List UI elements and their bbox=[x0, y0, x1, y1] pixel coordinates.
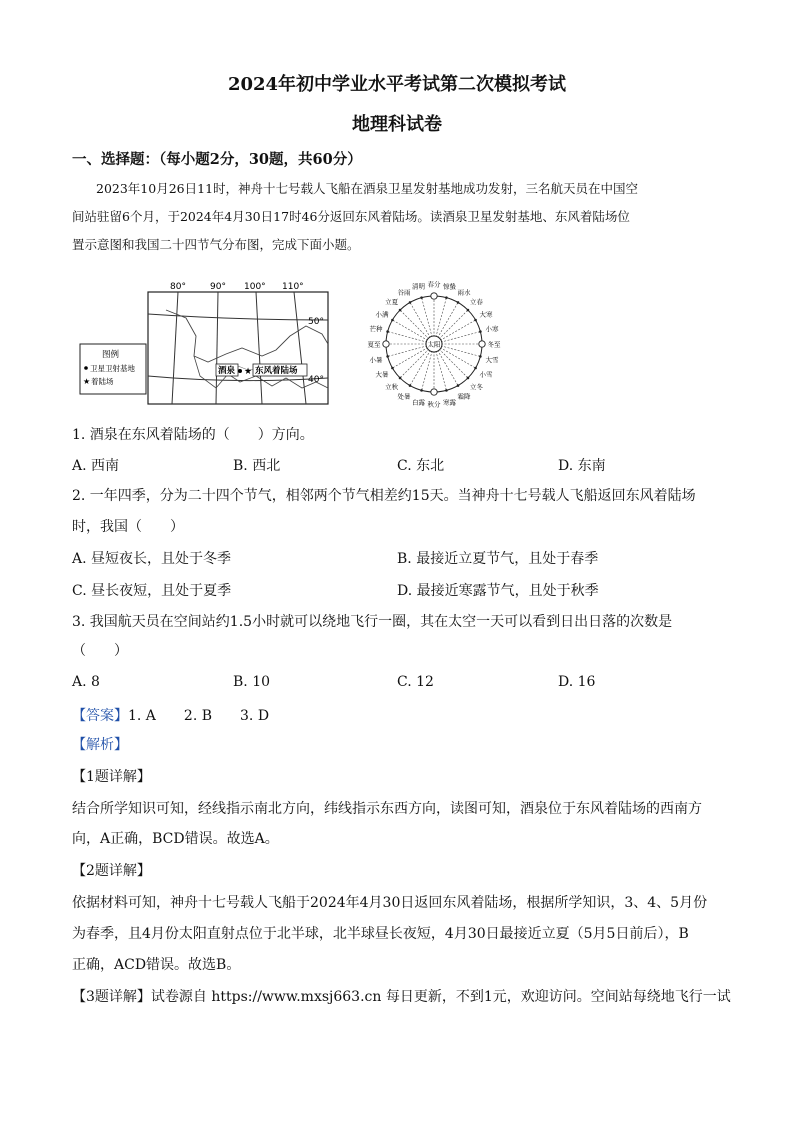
term-label: 立夏 bbox=[385, 298, 399, 307]
detail-3-row bbox=[72, 986, 731, 1006]
term-label: 立秋 bbox=[385, 382, 399, 391]
term-marker bbox=[445, 296, 448, 299]
detail-3-text: 试卷源自 https://www.mxsj663.cn 每日更新，不到1元，欢迎访问。空间站每绕地飞行一试 bbox=[150, 989, 731, 1005]
analysis-label: 【解析】 bbox=[72, 737, 128, 753]
q1-option-d: D. 东南 bbox=[558, 458, 606, 474]
section-heading: 一、选择题：（每小题2分，30题，共60分） bbox=[72, 151, 362, 168]
lon-label-100: 100° bbox=[244, 282, 266, 292]
term-label: 清明 bbox=[411, 282, 425, 291]
term-marker bbox=[391, 319, 394, 322]
legend-dot-icon bbox=[84, 366, 88, 370]
q3-option-c: C. 12 bbox=[397, 674, 434, 690]
term-marker bbox=[457, 384, 460, 387]
landing-star-icon: ★ bbox=[244, 367, 253, 377]
detail-2-line-2: 为春季，且4月份太阳直射点位于北半球，北半球昼长夜短，4月30日最接近立夏（5月5日前后），B bbox=[72, 926, 689, 942]
parallel-50 bbox=[148, 314, 328, 320]
term-label: 小雪 bbox=[479, 370, 493, 379]
term-marker bbox=[399, 309, 402, 312]
answer-label: 【答案】 bbox=[72, 708, 128, 724]
lon-label-90: 90° bbox=[210, 282, 226, 292]
term-label: 谷雨 bbox=[397, 288, 411, 297]
term-marker bbox=[479, 330, 482, 333]
location-map bbox=[76, 278, 336, 408]
q3-option-d: D. 16 bbox=[558, 674, 596, 690]
lat-label-50: 50° bbox=[308, 317, 324, 327]
key-term-marker bbox=[431, 389, 437, 395]
term-marker bbox=[467, 377, 470, 380]
term-marker bbox=[409, 384, 412, 387]
q3-option-a: A. 8 bbox=[72, 674, 100, 690]
term-label: 惊蛰 bbox=[443, 282, 457, 291]
detail-2-label: 【2题详解】 bbox=[72, 863, 151, 879]
dongfeng-label: 东风着陆场 bbox=[255, 366, 298, 376]
meridian-100 bbox=[256, 292, 262, 404]
question-2-stem-line-2: 时，我国（ ） bbox=[72, 519, 184, 535]
term-label: 大雪 bbox=[485, 356, 499, 365]
q2-option-b: B. 最接近立夏节气，且处于春季 bbox=[397, 551, 599, 567]
term-label: 处暑 bbox=[397, 392, 411, 401]
passage-line-1: 2023年10月26日11时，神舟十七号载人飞船在酒泉卫星发射基地成功发射，三名航天员在中国空 bbox=[96, 181, 639, 196]
term-label: 大暑 bbox=[375, 370, 389, 379]
term-label: 秋分 bbox=[427, 400, 441, 409]
lon-label-80: 80° bbox=[170, 282, 186, 292]
question-1-stem: 1. 酒泉在东风着陆场的（ ）方向。 bbox=[72, 427, 314, 443]
term-marker bbox=[420, 296, 423, 299]
launch-base-dot bbox=[238, 369, 242, 373]
sun-label: 太阳 bbox=[427, 340, 441, 349]
jiuquan-label: 酒泉 bbox=[218, 366, 236, 376]
term-label: 芒种 bbox=[369, 324, 383, 333]
legend-title: 图例 bbox=[102, 350, 120, 360]
detail-1-line-2: 向，A正确，BCD错误。故选A。 bbox=[72, 831, 279, 847]
detail-2-line-3: 正确，ACD错误。故选B。 bbox=[72, 957, 241, 973]
q2-option-d: D. 最接近寒露节气，且处于秋季 bbox=[397, 583, 599, 599]
border-line bbox=[166, 310, 328, 362]
legend-star-icon: ★ bbox=[83, 377, 91, 386]
answer-text: 1. A 2. B 3. D bbox=[128, 708, 270, 724]
q3-option-b: B. 10 bbox=[233, 674, 271, 690]
term-marker bbox=[479, 355, 482, 358]
term-marker bbox=[474, 367, 477, 370]
term-marker bbox=[399, 377, 402, 380]
q2-option-c: C. 昼长夜短，且处于夏季 bbox=[72, 583, 232, 599]
term-marker bbox=[457, 301, 460, 304]
answer-row bbox=[72, 705, 269, 725]
question-3-stem-line-2: （ ） bbox=[72, 643, 128, 659]
term-label: 白露 bbox=[411, 398, 425, 407]
parallel-40 bbox=[148, 376, 328, 381]
passage-line-3: 置示意图和我国二十四节气分布图，完成下面小题。 bbox=[72, 237, 360, 252]
term-marker bbox=[474, 319, 477, 322]
term-label: 雨水 bbox=[457, 288, 471, 297]
term-marker bbox=[409, 301, 412, 304]
key-term-marker bbox=[383, 341, 389, 347]
term-label: 夏至 bbox=[367, 340, 381, 349]
lat-label-40: 40° bbox=[308, 375, 324, 385]
term-label: 立冬 bbox=[469, 382, 483, 391]
question-2-stem-line-1: 2. 一年四季，分为二十四个节气，相邻两个节气相差约15天。当神舟十七号载人飞船返回东风着陆场 bbox=[72, 488, 696, 504]
detail-3-label: 【3题详解】 bbox=[72, 989, 151, 1005]
term-label: 小寒 bbox=[485, 324, 499, 333]
q1-option-a: A. 西南 bbox=[72, 458, 120, 474]
legend-item-landing: 着陆场 bbox=[91, 377, 114, 386]
key-term-marker bbox=[479, 341, 485, 347]
meridian-80 bbox=[172, 292, 178, 404]
detail-2-line-1: 依据材料可知，神舟十七号载人飞船于2024年4月30日返回东风着陆场，根据所学知识，3、4、5月份 bbox=[72, 895, 708, 911]
term-marker bbox=[445, 389, 448, 392]
term-label: 寒露 bbox=[443, 398, 457, 407]
detail-1-line-1: 结合所学知识可知，经线指示南北方向，纬线指示东西方向，读图可知，酒泉位于东风着陆场的西南方 bbox=[72, 801, 702, 817]
term-marker bbox=[420, 389, 423, 392]
passage-line-2: 间站驻留6个月，于2024年4月30日17时46分返回东风着陆场。读酒泉卫星发射基地、东风着陆场位 bbox=[72, 209, 630, 224]
term-label: 小满 bbox=[375, 310, 389, 319]
q1-option-b: B. 西北 bbox=[233, 458, 281, 474]
page-title: 2024年初中学业水平考试第二次模拟考试 bbox=[227, 74, 567, 95]
lon-label-110: 110° bbox=[282, 282, 304, 292]
term-label: 大寒 bbox=[479, 310, 493, 319]
question-3-stem-line-1: 3. 我国航天员在空间站约1.5小时就可以绕地飞行一圈，其在太空一天可以看到日出日落的次数是 bbox=[72, 614, 673, 630]
term-label: 霜降 bbox=[457, 392, 471, 401]
term-label: 春分 bbox=[427, 280, 441, 289]
term-marker bbox=[391, 367, 394, 370]
term-marker bbox=[386, 355, 389, 358]
key-term-marker bbox=[431, 293, 437, 299]
q2-option-a: A. 昼短夜长，且处于冬季 bbox=[72, 551, 232, 567]
term-marker bbox=[386, 330, 389, 333]
term-label: 冬至 bbox=[487, 340, 501, 349]
legend-item-base: 卫星卫射基地 bbox=[90, 364, 135, 373]
page-subtitle: 地理科试卷 bbox=[352, 114, 442, 135]
term-label: 小暑 bbox=[369, 356, 383, 365]
detail-1-label: 【1题详解】 bbox=[72, 769, 151, 785]
q1-option-c: C. 东北 bbox=[397, 458, 445, 474]
term-marker bbox=[467, 309, 470, 312]
solar-terms-diagram bbox=[354, 276, 514, 412]
term-label: 立春 bbox=[469, 298, 483, 307]
